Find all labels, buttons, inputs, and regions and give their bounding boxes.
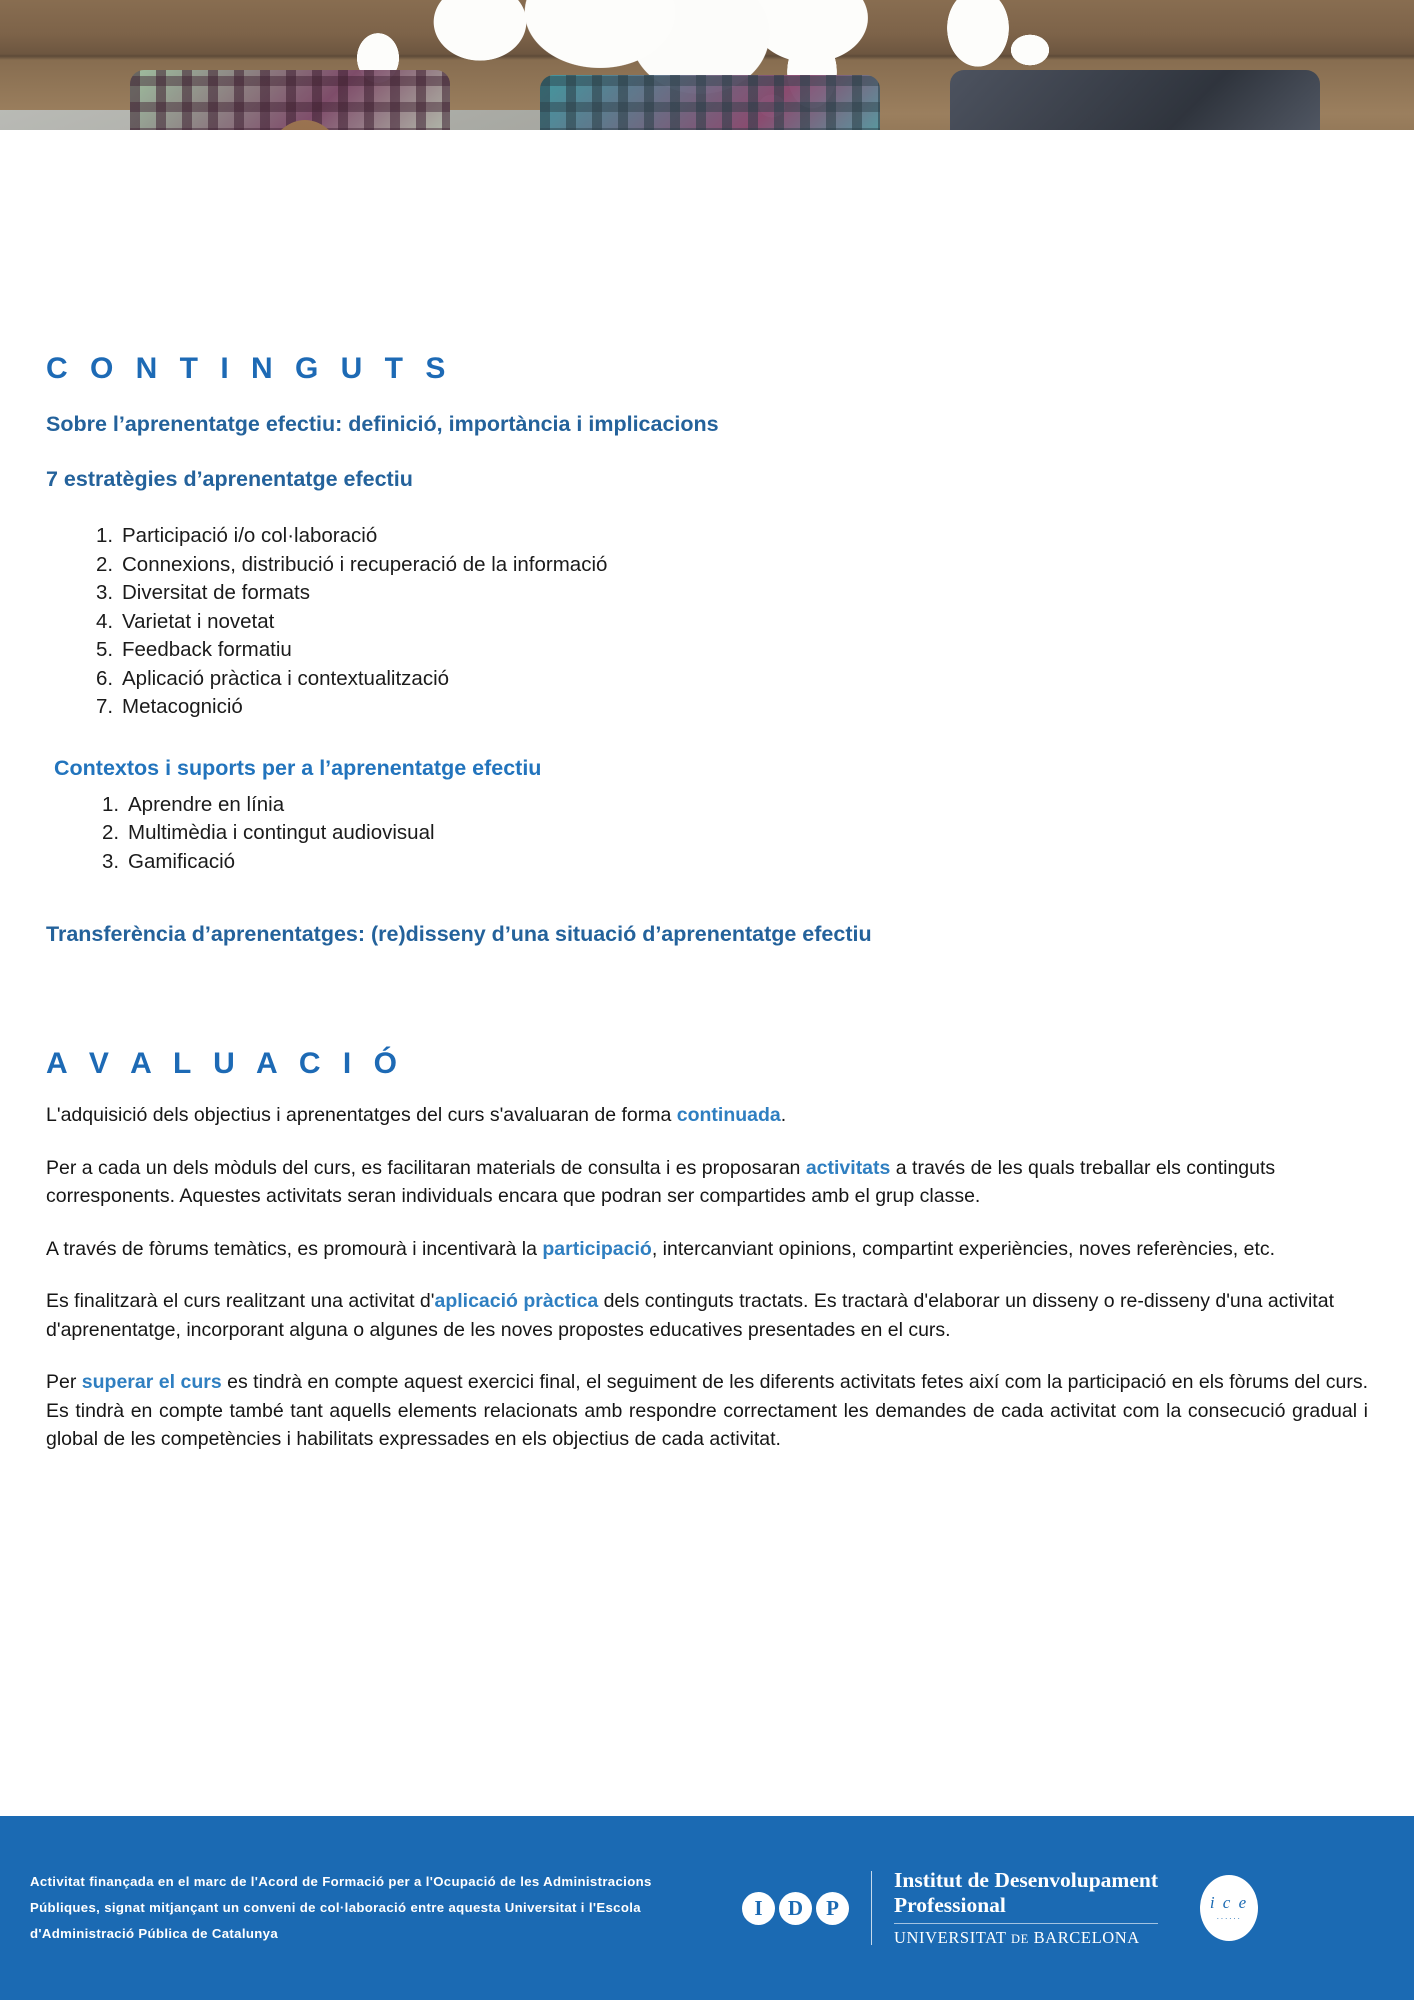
ice-logo: [1200, 1875, 1258, 1941]
p2-text-b: a través de les quals treballar els continguts corresponents. Aquestes activitats seran individuals encara que podran ser compartides amb el grup classe.: [46, 1156, 1276, 1207]
page-footer: [0, 1816, 1414, 2000]
list-item: Diversitat de formats: [122, 581, 310, 604]
list-item: Connexions, distribució i recuperació de la informació: [122, 552, 608, 576]
idp-logo: [742, 1892, 849, 1925]
p4-highlight: aplicació pràctica: [434, 1290, 599, 1312]
continguts-heading-1: Sobre l’aprenentatge efectiu: definició, importància i implicacions: [46, 412, 719, 436]
list-item: Gamificació: [128, 849, 236, 873]
avaluacio-paragraph-4: [46, 1287, 1368, 1344]
list-item: Varietat i novetat: [122, 609, 275, 633]
avaluacio-paragraph-1: [46, 1101, 1368, 1130]
contexts-list: [102, 791, 1368, 877]
ub-line-2: Professional: [894, 1893, 1006, 1917]
p5-text-b: es tindrà en compte aquest exercici final, el seguiment de les diferents activitats fetes així com la participació en els fòrums del curs. Es tindrà en compte també tant aquells elements relacionats amb respondre correctament les demandes de cada activitat com la consecució gradual i global de les competències i habilitats expressades en els objectius de cada activitat.: [46, 1371, 1369, 1450]
logo-divider: [871, 1871, 872, 1945]
ice-letters: i c e: [1209, 1893, 1249, 1912]
ub-logo-text: [894, 1868, 1158, 1948]
strategies-list: [96, 522, 1368, 722]
list-item: Participació i/o col·laboració: [122, 524, 378, 547]
p1-text-b: .: [780, 1104, 787, 1126]
spacer: [46, 722, 1368, 756]
p3-text-a: A través de fòrums temàtics, es promourà i incentivarà la: [46, 1237, 543, 1260]
ice-dots: ······: [1216, 1914, 1242, 1923]
p3-highlight: participació: [542, 1237, 652, 1260]
spacer: [46, 876, 1368, 922]
document-body: [0, 330, 1414, 1478]
avaluacio-paragraph-5: [46, 1368, 1368, 1454]
continguts-heading-3: Contextos i suports per a l’aprenentatge efectiu: [54, 755, 542, 780]
page-title-avaluacio: A V A L U A C I Ó: [46, 1047, 404, 1080]
continguts-heading-2: 7 estratègies d’aprenentatge efectiu: [46, 467, 413, 491]
p1-highlight: continuada: [676, 1104, 781, 1126]
ub-de: DE: [1010, 1932, 1029, 1946]
ub-universitat: UNIVERSITAT: [894, 1928, 1007, 1947]
torn-edge-mask: [0, 130, 1414, 330]
spacer: [46, 498, 1368, 522]
p5-highlight: superar el curs: [81, 1371, 222, 1393]
continguts-heading-4: Transferència d’aprenentatges: (re)disseny d’una situació d’aprenentatge efectiu: [46, 922, 872, 946]
p5-text-a: Per: [46, 1371, 82, 1393]
p1-text-a: L'adquisició dels objectius i aprenentatges del curs s'avaluaran de forma: [46, 1104, 677, 1126]
list-item: Multimèdia i contingut audiovisual: [128, 821, 435, 844]
page-title-continguts: C O N T I N G U T S: [46, 352, 453, 385]
p2-text-a: Per a cada un dels mòduls del curs, es facilitaran materials de consulta i es proposaran: [46, 1156, 806, 1179]
avaluacio-paragraph-2: [46, 1154, 1368, 1211]
idp-letter-d: D: [779, 1892, 812, 1925]
p4-text-b: dels continguts tractats. Es tractarà d'elaborar un disseny o re-disseny d'una activitat d'aprenentatge, incorporant alguna o algunes de les noves propostes educatives presentades en el curs.: [46, 1290, 1334, 1341]
avaluacio-paragraph-3: [46, 1235, 1368, 1264]
p3-text-b: , intercanviant opinions, compartint experiències, noves referències, etc.: [651, 1237, 1276, 1260]
footer-logos: [742, 1868, 1258, 1948]
ub-rule: [894, 1923, 1158, 1924]
p4-text-a: Es finalitzarà el curs realitzant una activitat d': [46, 1290, 435, 1312]
hero-banner: [0, 0, 1414, 330]
list-item: Aplicació pràctica i contextualització: [122, 666, 450, 690]
idp-letter-i: I: [742, 1892, 775, 1925]
spacer: [46, 443, 1368, 467]
list-item: Metacognició: [122, 695, 243, 718]
ub-line-1: Institut de Desenvolupament: [894, 1868, 1158, 1892]
ub-line-3: [894, 1928, 1158, 1948]
p2-highlight: activitats: [805, 1156, 891, 1179]
funding-notice: Activitat finançada en el marc de l'Acord de Formació per a l'Ocupació de les Administracions Públiques, signat mitjançant un conveni de col·laboració entre aquesta Universitat i l'Escola d'Administració Pública de Catalunya: [30, 1874, 652, 1941]
ub-barcelona: BARCELONA: [1033, 1928, 1140, 1947]
idp-letter-p: P: [816, 1892, 849, 1925]
list-item: Feedback formatiu: [122, 638, 292, 661]
list-item: Aprendre en línia: [128, 792, 285, 816]
